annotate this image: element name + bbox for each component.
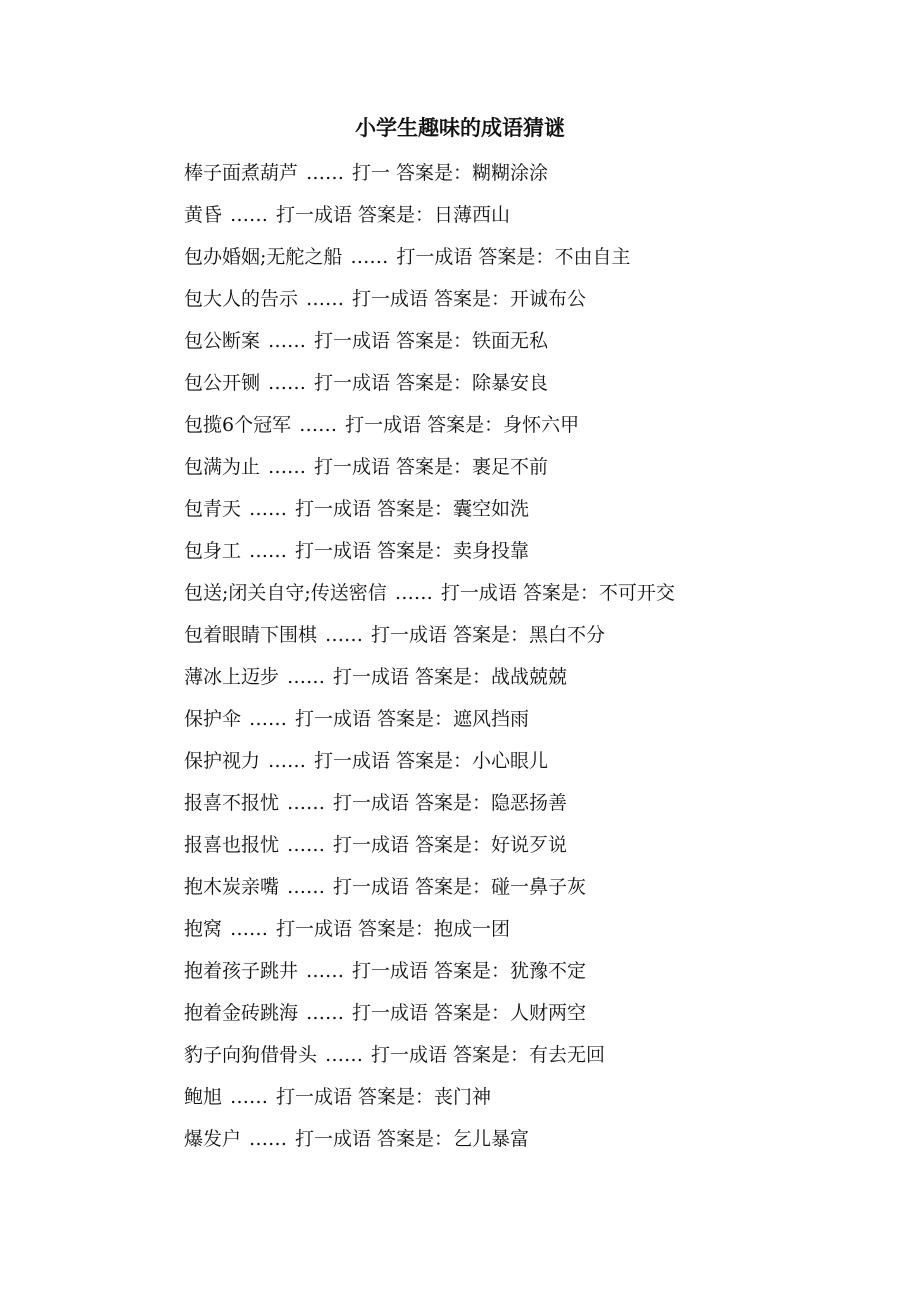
riddle-answer: 有去无回 [529,1044,606,1066]
riddle-line [184,828,884,870]
riddle-question: 保护伞 [184,708,242,730]
riddle-question: 包满为止 [184,456,261,478]
riddle-line [184,786,884,828]
riddle-line [184,282,884,324]
riddle-answer-label: 答案是： [396,750,473,772]
riddle-hint: 打一成语 [295,540,372,562]
riddle-dots: …… [325,624,364,646]
riddle-answer: 犹豫不定 [510,960,587,982]
riddle-dots: …… [249,498,288,520]
riddle-answer: 丧门神 [434,1086,492,1108]
riddle-dots: …… [287,876,326,898]
riddle-hint: 打一成语 [276,918,353,940]
riddle-answer: 抱成一团 [434,918,511,940]
riddle-hint: 打一成语 [352,288,429,310]
riddle-answer: 遮风挡雨 [453,708,530,730]
riddle-hint: 打一成语 [371,1044,448,1066]
riddle-hint: 打一成语 [276,1086,353,1108]
riddle-dots: …… [287,666,326,688]
riddle-answer: 卖身投靠 [453,540,530,562]
riddle-dots: …… [306,1002,345,1024]
document-title: 小学生趣味的成语猜谜 [355,115,565,140]
riddle-answer-label: 答案是： [415,792,492,814]
riddle-question: 棒子面煮葫芦 [184,162,299,184]
riddle-question: 抱木炭亲嘴 [184,876,280,898]
riddle-answer: 囊空如洗 [453,498,530,520]
riddle-question: 包身工 [184,540,242,562]
riddle-hint: 打一成语 [314,372,391,394]
riddle-answer-label: 答案是： [453,624,530,646]
riddle-question: 包着眼睛下围棋 [184,624,318,646]
riddle-line [184,744,884,786]
riddle-question: 包办婚姻;无舵之船 [184,246,343,268]
riddle-dots: …… [249,708,288,730]
riddle-hint: 打一成语 [333,876,410,898]
riddle-dots: …… [249,1128,288,1150]
riddle-line [184,1038,884,1080]
riddle-hint: 打一成语 [352,1002,429,1024]
riddle-answer: 人财两空 [510,1002,587,1024]
riddle-question: 包送;闭关自守;传送密信 [184,582,387,604]
riddle-hint: 打一成语 [371,624,448,646]
riddle-answer-label: 答案是： [522,582,599,604]
riddle-answer: 不可开交 [598,582,675,604]
riddle-line [184,870,884,912]
riddle-hint: 打一成语 [295,708,372,730]
riddle-answer: 开诚布公 [510,288,587,310]
riddle-answer-label: 答案是： [415,876,492,898]
riddle-line [184,996,884,1038]
riddle-question: 包揽6个冠军 [184,414,292,436]
riddle-line [184,1080,884,1122]
riddle-line [184,534,884,576]
riddle-answer: 裹足不前 [472,456,549,478]
riddle-answer: 黑白不分 [529,624,606,646]
riddle-answer: 日薄西山 [434,204,511,226]
riddle-answer-label: 答案是： [396,330,473,352]
riddle-question: 抱窝 [184,918,223,940]
riddle-answer-label: 答案是： [396,162,473,184]
riddle-answer-label: 答案是： [415,666,492,688]
riddle-answer: 糊糊涂涂 [472,162,549,184]
riddle-answer-label: 答案是： [358,204,435,226]
riddle-dots: …… [249,540,288,562]
riddle-dots: …… [350,246,389,268]
riddle-answer-label: 答案是： [358,1086,435,1108]
riddle-dots: …… [325,1044,364,1066]
riddle-line [184,408,884,450]
riddle-answer-label: 答案是： [396,372,473,394]
riddle-question: 黄昏 [184,204,223,226]
riddle-question: 保护视力 [184,750,261,772]
riddle-list [184,156,884,1164]
riddle-dots: …… [268,750,307,772]
riddle-line [184,660,884,702]
riddle-answer: 除暴安良 [472,372,549,394]
riddle-question: 报喜也报忧 [184,834,280,856]
riddle-question: 包公断案 [184,330,261,352]
riddle-answer-label: 答案是： [377,1128,454,1150]
riddle-hint: 打一成语 [440,582,517,604]
riddle-hint: 打一 [352,162,391,184]
riddle-dots: …… [230,1086,269,1108]
riddle-answer-label: 答案是： [377,498,454,520]
riddle-question: 抱着金砖跳海 [184,1002,299,1024]
riddle-line [184,702,884,744]
riddle-line [184,912,884,954]
riddle-hint: 打一成语 [295,498,372,520]
riddle-answer: 战战兢兢 [491,666,568,688]
riddle-dots: …… [268,330,307,352]
riddle-question: 报喜不报忧 [184,792,280,814]
riddle-question: 包青天 [184,498,242,520]
riddle-hint: 打一成语 [333,834,410,856]
riddle-line [184,324,884,366]
riddle-answer: 铁面无私 [472,330,549,352]
riddle-question: 包公开铡 [184,372,261,394]
riddle-line [184,450,884,492]
riddle-dots: …… [306,162,345,184]
riddle-dots: …… [287,834,326,856]
riddle-answer-label: 答案是： [415,834,492,856]
riddle-hint: 打一成语 [314,330,391,352]
riddle-question: 包大人的告示 [184,288,299,310]
riddle-line [184,576,884,618]
riddle-answer: 隐恶扬善 [491,792,568,814]
riddle-dots: …… [268,372,307,394]
riddle-answer-label: 答案是： [377,708,454,730]
riddle-answer: 乞儿暴富 [453,1128,530,1150]
riddle-question: 鲍旭 [184,1086,223,1108]
riddle-answer: 小心眼儿 [472,750,549,772]
riddle-answer-label: 答案是： [453,1044,530,1066]
riddle-answer-label: 答案是： [427,414,504,436]
riddle-hint: 打一成语 [396,246,473,268]
riddle-answer: 好说歹说 [491,834,568,856]
riddle-hint: 打一成语 [333,666,410,688]
riddle-line [184,366,884,408]
riddle-hint: 打一成语 [345,414,422,436]
riddle-line [184,1122,884,1164]
riddle-question: 抱着孩子跳井 [184,960,299,982]
riddle-line [184,954,884,996]
riddle-answer-label: 答案是： [478,246,555,268]
riddle-line [184,240,884,282]
riddle-question: 薄冰上迈步 [184,666,280,688]
riddle-line [184,156,884,198]
riddle-answer-label: 答案是： [434,288,511,310]
riddle-answer-label: 答案是： [434,1002,511,1024]
riddle-line [184,492,884,534]
riddle-hint: 打一成语 [314,750,391,772]
riddle-dots: …… [306,288,345,310]
riddle-answer: 碰一鼻子灰 [491,876,587,898]
riddle-answer-label: 答案是： [434,960,511,982]
riddle-answer-label: 答案是： [377,540,454,562]
riddle-hint: 打一成语 [276,204,353,226]
riddle-question: 爆发户 [184,1128,242,1150]
riddle-dots: …… [299,414,338,436]
riddle-dots: …… [287,792,326,814]
riddle-dots: …… [268,456,307,478]
riddle-line [184,618,884,660]
riddle-hint: 打一成语 [333,792,410,814]
riddle-line [184,198,884,240]
riddle-dots: …… [306,960,345,982]
riddle-answer-label: 答案是： [396,456,473,478]
riddle-dots: …… [230,204,269,226]
riddle-answer-label: 答案是： [358,918,435,940]
riddle-question: 豹子向狗借骨头 [184,1044,318,1066]
riddle-hint: 打一成语 [295,1128,372,1150]
riddle-answer: 身怀六甲 [503,414,580,436]
riddle-hint: 打一成语 [352,960,429,982]
riddle-dots: …… [394,582,433,604]
riddle-dots: …… [230,918,269,940]
riddle-hint: 打一成语 [314,456,391,478]
riddle-answer: 不由自主 [554,246,631,268]
